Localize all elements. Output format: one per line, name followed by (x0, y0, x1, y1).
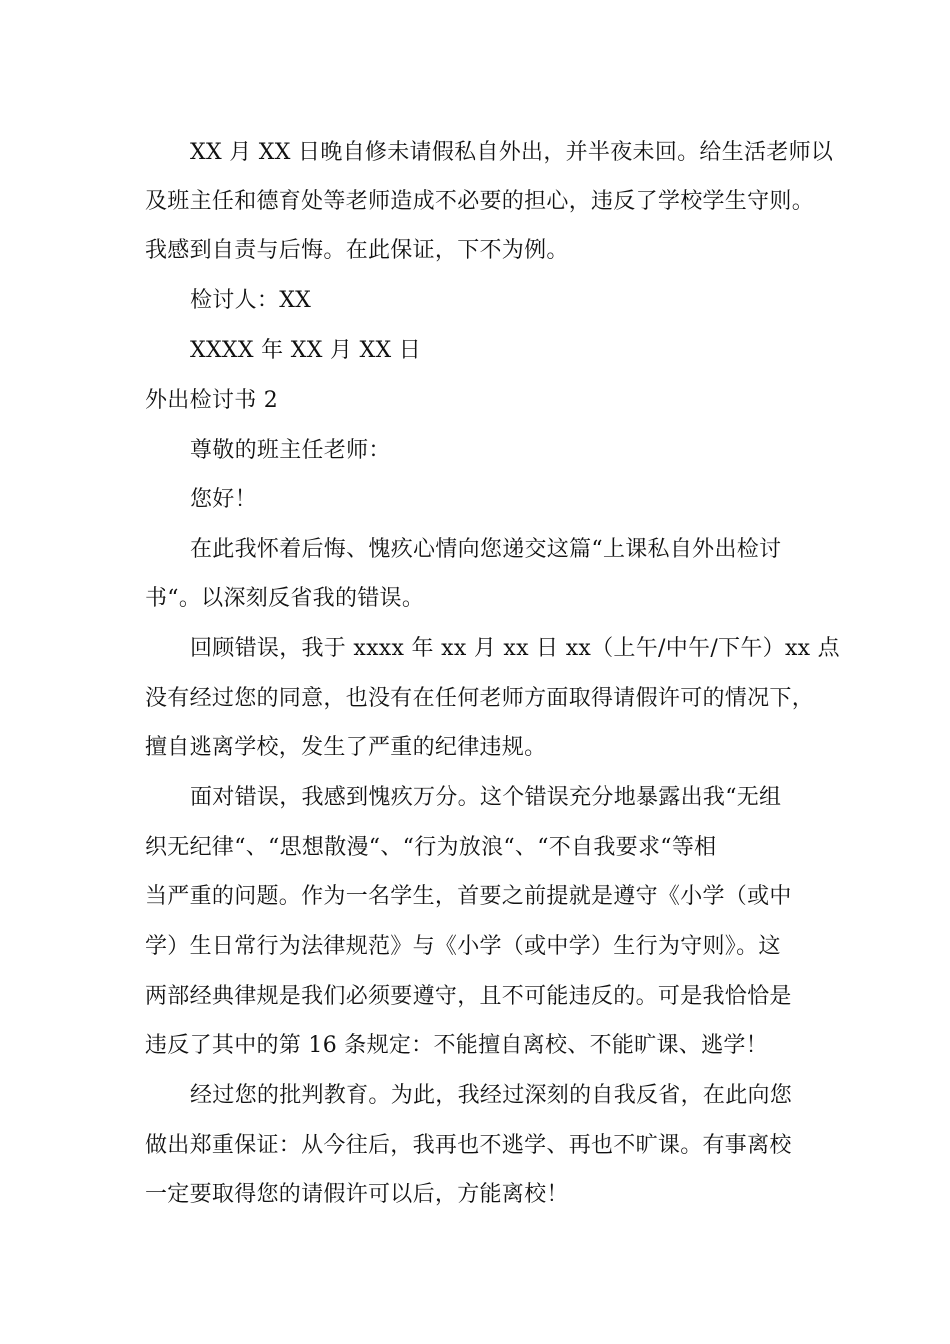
paragraph-line: 回顾错误，我于 xxxx 年 xx 月 xx 日 xx（上午/中午/下午）xx 点 (190, 636, 840, 661)
paragraph-line: XX 月 XX 日晚自修未请假私自外出，并半夜未回。给生活老师以 (190, 140, 834, 165)
paragraph-line: 书“。以深刻反省我的错误。 (145, 586, 425, 611)
paragraph-line: 做出郑重保证：从今往后，我再也不逃学、再也不旷课。有事离校 (145, 1133, 792, 1158)
signer-line: 检讨人：XX (190, 288, 312, 313)
paragraph-line: 及班主任和德育处等老师造成不必要的担心，违反了学校学生守则。 (145, 189, 815, 214)
paragraph-line: 经过您的批判教育。为此，我经过深刻的自我反省，在此向您 (190, 1083, 793, 1108)
paragraph-line: 一定要取得您的请假许可以后，方能离校！ (145, 1182, 569, 1207)
paragraph-line: 擅自逃离学校，发生了严重的纪律违规。 (145, 735, 547, 760)
paragraph-line: 学）生日常行为法律规范》与《小学（或中学）生行为守则》。这 (145, 934, 781, 959)
paragraph-line: 面对错误，我感到愧疚万分。这个错误充分地暴露出我“无组 (190, 785, 782, 810)
paragraph-line: 我感到自责与后悔。在此保证，下不为例。 (145, 238, 569, 263)
paragraph-line: 两部经典律规是我们必须要遵守，且不可能违反的。可是我恰恰是 (145, 984, 792, 1009)
paragraph-line: 在此我怀着后悔、愧疚心情向您递交这篇“上课私自外出检讨 (190, 537, 782, 562)
section-heading: 外出检讨书 2 (145, 388, 279, 413)
greeting: 您好！ (190, 487, 257, 512)
paragraph-line: 织无纪律“、“思想散漫“、“行为放浪“、“不自我要求“等相 (145, 835, 717, 860)
date-line: XXXX 年 XX 月 XX 日 (190, 338, 422, 363)
paragraph-line: 违反了其中的第 16 条规定：不能擅自离校、不能旷课、逃学！ (145, 1033, 768, 1058)
paragraph-line: 没有经过您的同意，也没有在任何老师方面取得请假许可的情况下， (145, 686, 815, 711)
salutation: 尊敬的班主任老师： (190, 438, 391, 463)
paragraph-line: 当严重的问题。作为一名学生，首要之前提就是遵守《小学（或中 (145, 884, 792, 909)
